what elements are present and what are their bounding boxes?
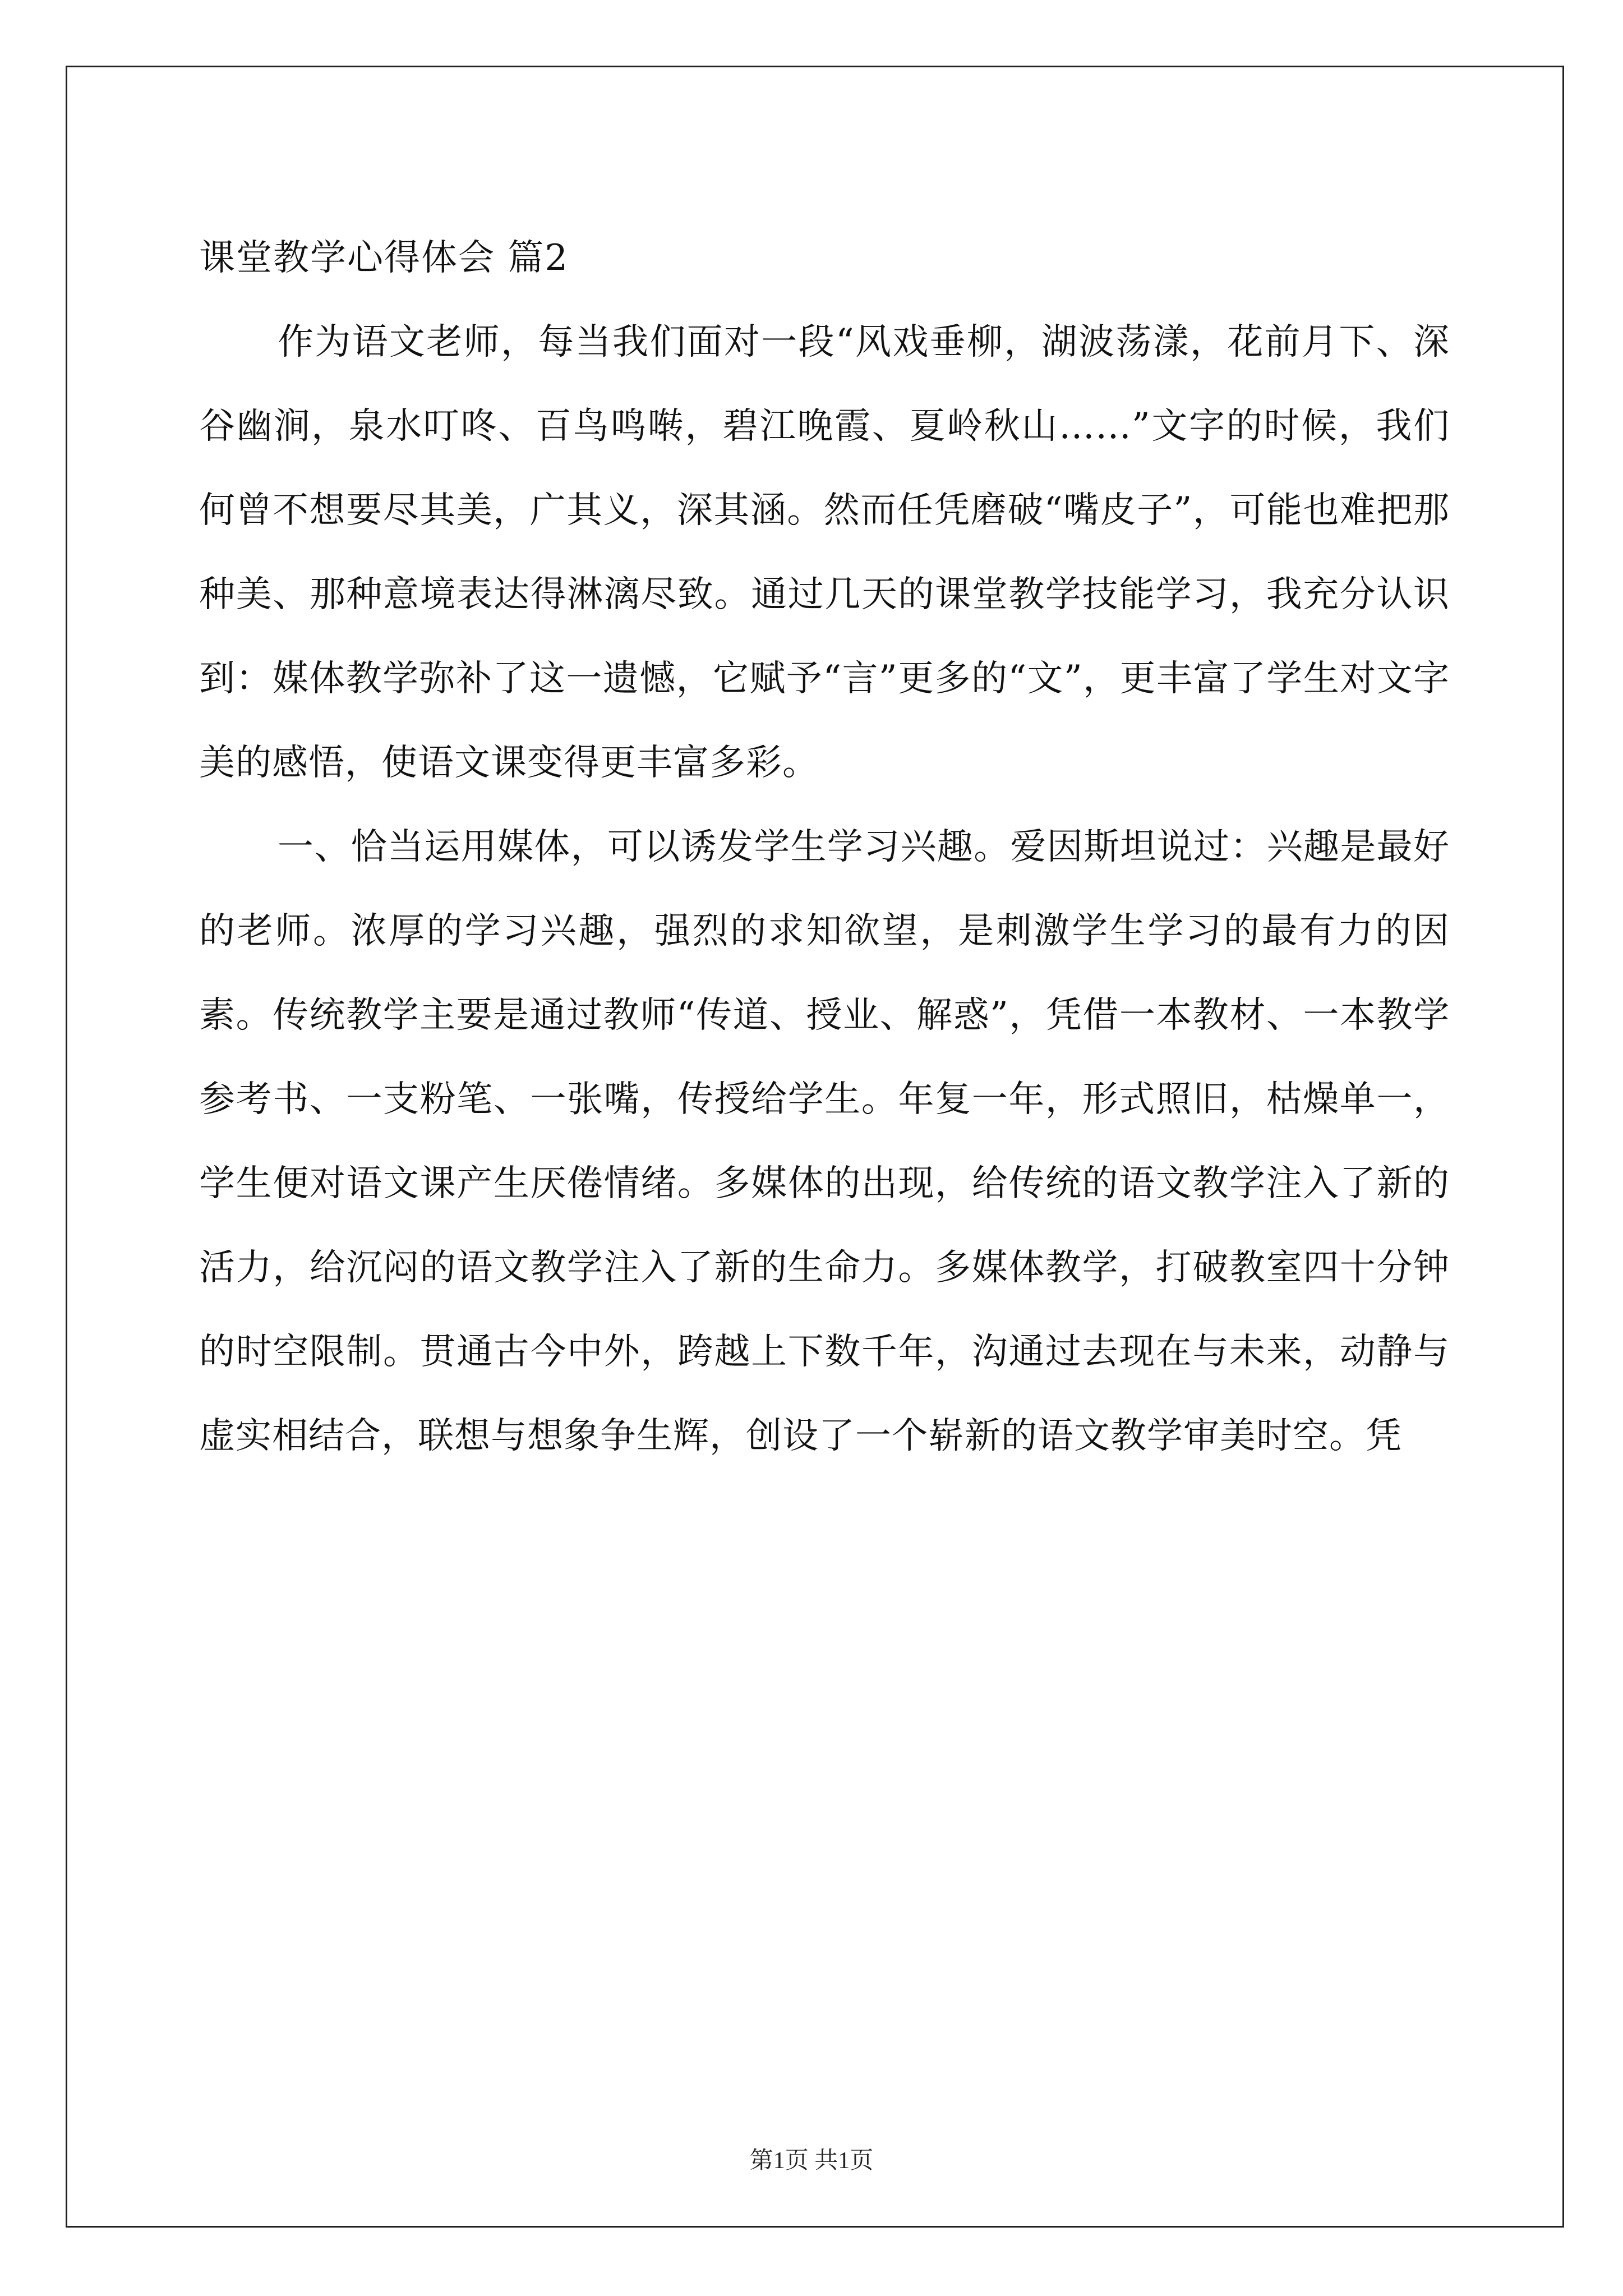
paragraph-section-one: 一、恰当运用媒体，可以诱发学生学习兴趣。爱因斯坦说过：兴趣是最好的老师。浓厚的学习兴趣，强烈的求知欲望，是刺激学生学习的最有力的因素。传统教学主要是通过教师“传道、授业、解惑”，凭借一本教材、一本教学参考书、一支粉笔、一张嘴，传授给学生。年复一年，形式照旧，枯燥单一，学生便对语文课产生厌倦情绪。多媒体的出现，给传统的语文教学注入了新的活力，给沉闷的语文教学注入了新的生命力。多媒体教学，打破教室四十分钟的时空限制。贯通古今中外，跨越上下数千年，沟通过去现在与未来，动静与虚实相结合，联想与想象争生辉，创设了一个崭新的语文教学审美时空。凭 [199,826,1450,1457]
document-body [199,216,1450,1478]
document-title: 课堂教学心得体会 篇2 [199,237,569,279]
page-number-footer: 第1页 共1页 [749,2148,874,2174]
paragraph-intro: 作为语文老师，每当我们面对一段“风戏垂柳，湖波荡漾，花前月下、深谷幽涧，泉水叮咚、百鸟鸣啭，碧江晚霞、夏岭秋山……”文字的时候，我们何曾不想要尽其美，广其义，深其涵。然而任凭磨破“嘴皮子”，可能也难把那种美、那种意境表达得淋漓尽致。通过几天的课堂教学技能学习，我充分认识到：媒体教学弥补了这一遗憾，它赋予“言”更多的“文”，更丰富了学生对文字美的感悟，使语文课变得更丰富多彩。 [199,321,1450,784]
